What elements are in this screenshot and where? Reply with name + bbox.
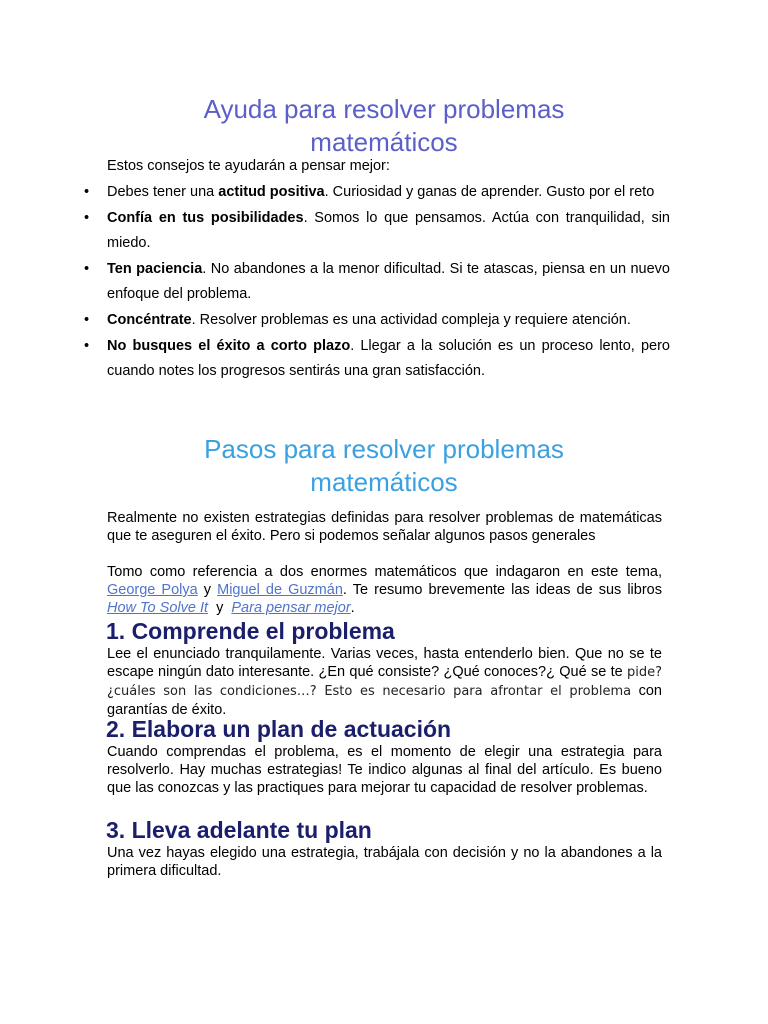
tip-text: . Somos lo que pensamos. Actúa con tranquilidad, sin miedo. — [107, 210, 670, 251]
list-item — [80, 334, 670, 384]
tip-bold: actitud positiva — [218, 184, 325, 200]
list-item — [80, 308, 670, 333]
list-item — [80, 257, 670, 307]
step3-paragraph: Una vez hayas elegido una estrategia, trabájala con decisión y no la abandones a la primera dificultad. — [107, 845, 662, 879]
tip-bold: Concéntrate — [107, 312, 192, 328]
tip-bold: Confía en tus posibilidades — [107, 210, 304, 226]
ref-text: y — [197, 582, 218, 598]
title-help: Ayuda para resolver problemas matemáticos — [203, 94, 565, 157]
miguel-de-guzman-link[interactable]: Miguel de Guzmán — [217, 582, 343, 598]
steps-intro-paragraph: Realmente no existen estrategias definidas para resolver problemas de matemáticas que te aseguren el éxito. Pero si podemos señalar algunos pasos generales — [107, 510, 662, 544]
tip-text: . Curiosidad y ganas de aprender. Gusto por el reto — [324, 184, 655, 200]
tip-bold: No busques el éxito a corto plazo — [107, 338, 351, 354]
references-paragraph — [107, 563, 662, 617]
bullet-icon: • — [84, 261, 90, 277]
ref-text: . — [350, 600, 355, 616]
step2-paragraph: Cuando comprendas el problema, es el momento de elegir una estrategia para resolverlo. Hay muchas estrategias! Te indico algunas al final del artículo. Es bueno que las conozcas y las practiques para mejorar tu capacidad de resolver problemas. — [107, 744, 662, 796]
step2-heading: 2. Elabora un plan de actuación — [106, 716, 452, 742]
how-to-solve-it-link[interactable]: How To Solve It — [107, 600, 209, 616]
tip-bold: Ten paciencia — [107, 261, 203, 277]
step1-text: pide? ¿cuáles son las condiciones…? Esto es necesario para afrontar el problema — [107, 665, 662, 699]
ref-text: y — [208, 600, 232, 616]
title-steps: Pasos para resolver problemas matemáticos — [204, 434, 564, 497]
tip-text: . Llegar a la solución es un proceso lento, pero cuando notes los progresos sentirás una gran satisfacción. — [107, 338, 670, 379]
tip-text: . No abandones a la menor dificultad. Si te atascas, piensa en un nuevo enfoque del problema. — [107, 261, 670, 302]
step1-text: con garantías de éxito. — [107, 683, 662, 718]
bullet-icon: • — [84, 210, 90, 226]
step1-text: Lee el enunciado tranquilamente. Varias veces, hasta entenderlo bien. Que no se te escape ningún dato interesante. ¿En qué consiste? ¿Qué conoces?¿ Qué se te — [107, 646, 662, 680]
intro-text: Estos consejos te ayudarán a pensar mejor: — [107, 158, 390, 174]
ref-text: Tomo como referencia a dos enormes matemáticos que indagaron en este tema, — [107, 564, 662, 580]
step3-heading: 3. Lleva adelante tu plan — [106, 817, 372, 843]
step1-heading: 1. Comprende el problema — [106, 618, 395, 644]
tips-list — [80, 180, 670, 385]
bullet-icon: • — [84, 312, 90, 328]
list-item — [80, 180, 670, 205]
step1-paragraph — [107, 645, 662, 719]
ref-text: . Te resumo brevemente las ideas de sus libros — [342, 582, 662, 598]
bullet-icon: • — [84, 184, 90, 200]
para-pensar-mejor-link[interactable]: Para pensar mejor — [231, 600, 351, 616]
tip-text: . Resolver problemas es una actividad compleja y requiere atención. — [191, 312, 631, 328]
bullet-icon: • — [84, 338, 90, 354]
george-polya-link[interactable]: George Polya — [107, 582, 198, 598]
tip-text: Debes tener una — [107, 184, 219, 200]
list-item — [80, 206, 670, 256]
